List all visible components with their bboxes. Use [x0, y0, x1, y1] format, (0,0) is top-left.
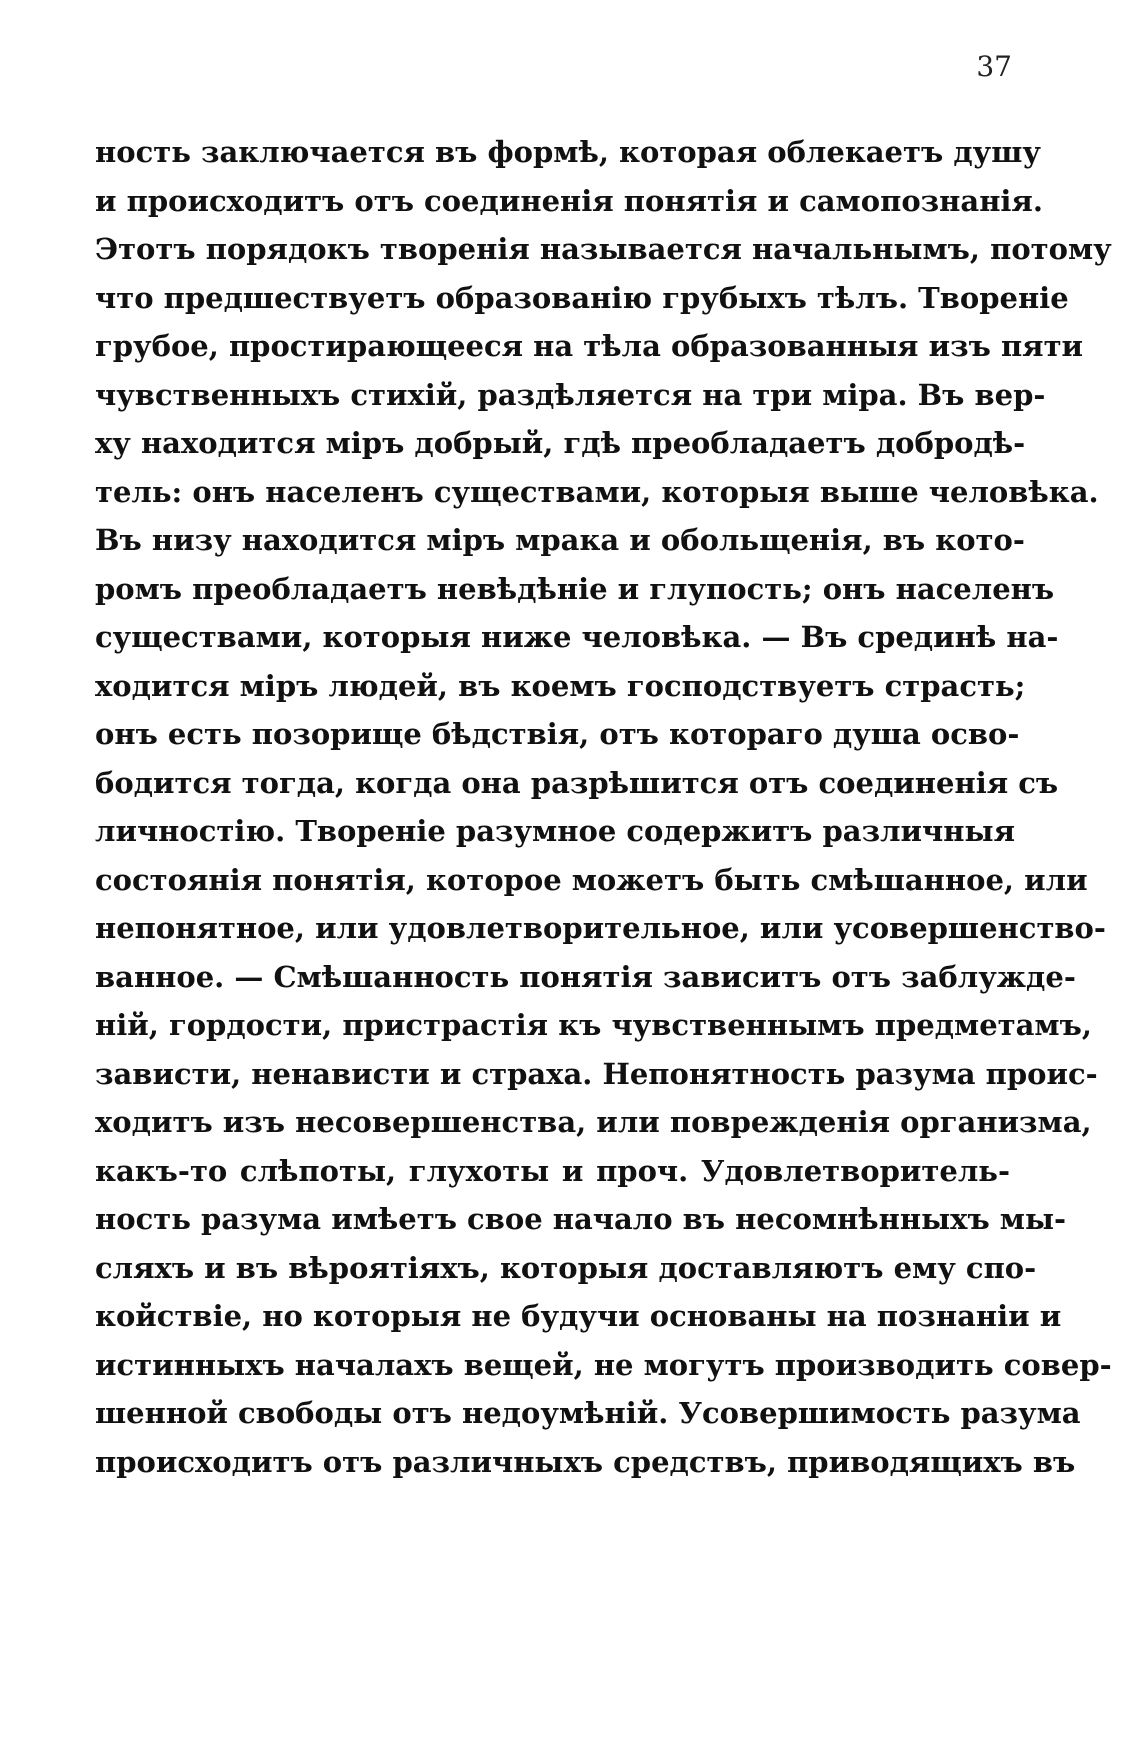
text-line: шенной свободы отъ недоумѣній. Усовершимость разума — [95, 1396, 1081, 1430]
text-line: ху находится міръ добрый, гдѣ преобладаетъ добродѣ- — [95, 426, 1026, 460]
text-line: сляхъ и въ вѣроятіяхъ, которыя доставляютъ ему спо- — [95, 1250, 1037, 1285]
text-line: ность разума имѣетъ свое начало въ несомнѣнныхъ мы- — [95, 1202, 1067, 1236]
text-line: бодится тогда, когда она разрѣшится отъ соединенія съ — [95, 765, 1059, 800]
page-number: 37 — [976, 50, 1012, 83]
text-line: чувственныхъ стихій, раздѣляется на три міра. Въ вер- — [95, 377, 1046, 412]
text-line: Въ низу находится міръ мрака и обольщенія, въ кото- — [95, 523, 1025, 557]
body-text — [95, 128, 1112, 1486]
text-line: состоянія понятія, которое можетъ быть смѣшанное, или — [95, 862, 1088, 897]
text-line: Этотъ порядокъ творенія называется начальнымъ, потому — [95, 232, 1112, 266]
text-line: онъ есть позорище бѣдствія, отъ котораго душа осво- — [95, 717, 1020, 751]
text-line: тель: онъ населенъ существами, которыя выше человѣка. — [95, 474, 1099, 509]
text-line: какъ-то слѣпоты, глухоты и проч. Удовлетворитель- — [95, 1153, 1010, 1188]
text-line: ванное. — Смѣшанность понятія зависитъ отъ заблужде- — [95, 959, 1076, 994]
text-line: личностію. Твореніе разумное содержитъ различныя — [95, 814, 1015, 848]
text-line: существами, которыя ниже человѣка. — Въ срединѣ на- — [95, 620, 1059, 654]
text-line: ромъ преобладаетъ невѣдѣніе и глупость; онъ населенъ — [95, 571, 1055, 606]
text-line: непонятное, или удовлетворительное, или усовершенство- — [95, 911, 1106, 945]
text-line: ность заключается въ формѣ, которая облекаетъ душу — [95, 135, 1041, 169]
text-line: и происходитъ отъ соединенія понятія и самопознанія. — [95, 183, 1043, 218]
text-line: койствіе, но которыя не будучи основаны на познаніи и — [95, 1299, 1062, 1333]
text-line: происходитъ отъ различныхъ средствъ, приводящихъ въ — [95, 1444, 1076, 1479]
text-line: что предшествуетъ образованію грубыхъ тѣлъ. Твореніе — [95, 280, 1069, 315]
text-line: ходится міръ людей, въ коемъ господствуетъ страсть; — [95, 668, 1026, 703]
text-line: ній, гордости, пристрастія къ чувственнымъ предметамъ, — [95, 1008, 1092, 1042]
text-line: ходитъ изъ несовершенства, или поврежденія организма, — [95, 1105, 1092, 1139]
text-line: истинныхъ началахъ вещей, не могутъ производить совер- — [95, 1347, 1112, 1382]
text-line: грубое, простирающееся на тѣла образованныя изъ пяти — [95, 329, 1084, 363]
text-line: зависти, ненависти и страха. Непонятность разума проис- — [95, 1056, 1098, 1091]
